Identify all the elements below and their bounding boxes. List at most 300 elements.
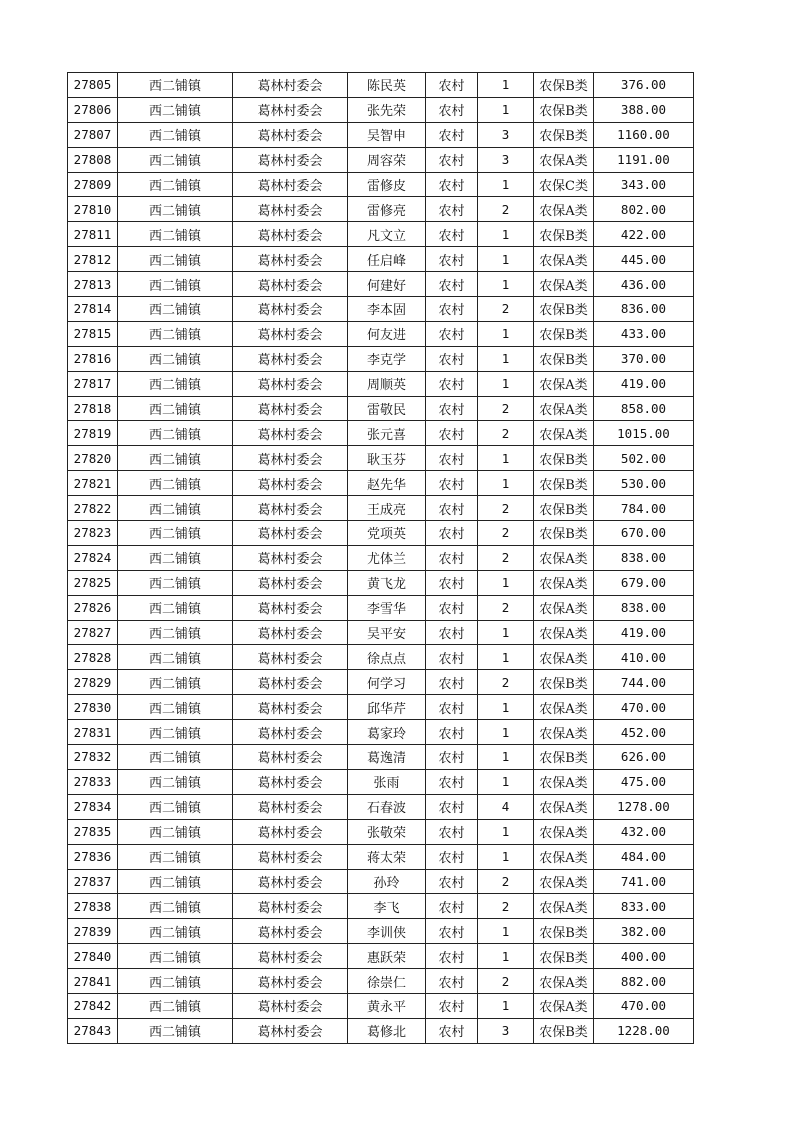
cell-town: 西二铺镇 (118, 371, 233, 396)
cell-household-size: 1 (478, 446, 534, 471)
cell-record-id: 27808 (68, 147, 118, 172)
cell-amount: 836.00 (594, 297, 694, 322)
table-row (68, 73, 694, 98)
cell-amount: 382.00 (594, 919, 694, 944)
cell-area-type: 农村 (426, 969, 478, 994)
cell-amount: 838.00 (594, 545, 694, 570)
cell-area-type: 农村 (426, 172, 478, 197)
cell-town: 西二铺镇 (118, 396, 233, 421)
cell-insurance-category: 农保B类 (534, 346, 594, 371)
cell-area-type: 农村 (426, 396, 478, 421)
cell-amount: 502.00 (594, 446, 694, 471)
cell-amount: 343.00 (594, 172, 694, 197)
table-row (68, 471, 694, 496)
cell-town: 西二铺镇 (118, 595, 233, 620)
table-row (68, 197, 694, 222)
cell-insurance-category: 农保B类 (534, 97, 594, 122)
cell-village-committee: 葛林村委会 (233, 396, 348, 421)
cell-village-committee: 葛林村委会 (233, 595, 348, 620)
cell-village-committee: 葛林村委会 (233, 1018, 348, 1043)
cell-household-size: 2 (478, 396, 534, 421)
cell-amount: 470.00 (594, 695, 694, 720)
cell-record-id: 27809 (68, 172, 118, 197)
cell-record-id: 27839 (68, 919, 118, 944)
cell-person-name: 葛修北 (348, 1018, 426, 1043)
cell-village-committee: 葛林村委会 (233, 794, 348, 819)
cell-town: 西二铺镇 (118, 122, 233, 147)
cell-village-committee: 葛林村委会 (233, 844, 348, 869)
cell-insurance-category: 农保A类 (534, 197, 594, 222)
cell-insurance-category: 农保A类 (534, 371, 594, 396)
cell-person-name: 雷敬民 (348, 396, 426, 421)
cell-village-committee: 葛林村委会 (233, 147, 348, 172)
cell-village-committee: 葛林村委会 (233, 73, 348, 98)
cell-area-type: 农村 (426, 247, 478, 272)
cell-town: 西二铺镇 (118, 297, 233, 322)
cell-amount: 1228.00 (594, 1018, 694, 1043)
cell-village-committee: 葛林村委会 (233, 695, 348, 720)
cell-person-name: 耿玉芬 (348, 446, 426, 471)
cell-town: 西二铺镇 (118, 222, 233, 247)
cell-insurance-category: 农保A类 (534, 844, 594, 869)
cell-village-committee: 葛林村委会 (233, 919, 348, 944)
cell-town: 西二铺镇 (118, 73, 233, 98)
cell-village-committee: 葛林村委会 (233, 545, 348, 570)
cell-record-id: 27818 (68, 396, 118, 421)
table-row (68, 346, 694, 371)
cell-record-id: 27826 (68, 595, 118, 620)
cell-person-name: 何学习 (348, 670, 426, 695)
cell-village-committee: 葛林村委会 (233, 570, 348, 595)
cell-village-committee: 葛林村委会 (233, 745, 348, 770)
cell-village-committee: 葛林村委会 (233, 819, 348, 844)
cell-insurance-category: 农保B类 (534, 471, 594, 496)
cell-area-type: 农村 (426, 471, 478, 496)
cell-amount: 744.00 (594, 670, 694, 695)
cell-area-type: 农村 (426, 97, 478, 122)
cell-household-size: 2 (478, 670, 534, 695)
cell-village-committee: 葛林村委会 (233, 122, 348, 147)
cell-household-size: 1 (478, 620, 534, 645)
cell-town: 西二铺镇 (118, 545, 233, 570)
cell-area-type: 农村 (426, 197, 478, 222)
cell-record-id: 27812 (68, 247, 118, 272)
cell-household-size: 1 (478, 993, 534, 1018)
cell-village-committee: 葛林村委会 (233, 521, 348, 546)
cell-area-type: 农村 (426, 670, 478, 695)
cell-area-type: 农村 (426, 521, 478, 546)
cell-village-committee: 葛林村委会 (233, 297, 348, 322)
cell-person-name: 李雪华 (348, 595, 426, 620)
cell-person-name: 李飞 (348, 894, 426, 919)
cell-town: 西二铺镇 (118, 620, 233, 645)
cell-area-type: 农村 (426, 894, 478, 919)
cell-insurance-category: 农保B类 (534, 73, 594, 98)
cell-household-size: 1 (478, 346, 534, 371)
cell-household-size: 1 (478, 769, 534, 794)
cell-village-committee: 葛林村委会 (233, 670, 348, 695)
cell-person-name: 党项英 (348, 521, 426, 546)
cell-village-committee: 葛林村委会 (233, 471, 348, 496)
cell-amount: 433.00 (594, 321, 694, 346)
cell-area-type: 农村 (426, 595, 478, 620)
cell-area-type: 农村 (426, 919, 478, 944)
cell-household-size: 3 (478, 122, 534, 147)
cell-insurance-category: 农保A类 (534, 545, 594, 570)
cell-village-committee: 葛林村委会 (233, 272, 348, 297)
cell-insurance-category: 农保A类 (534, 645, 594, 670)
cell-insurance-category: 农保B类 (534, 919, 594, 944)
cell-record-id: 27831 (68, 720, 118, 745)
cell-village-committee: 葛林村委会 (233, 222, 348, 247)
cell-area-type: 农村 (426, 769, 478, 794)
cell-person-name: 何友进 (348, 321, 426, 346)
cell-town: 西二铺镇 (118, 172, 233, 197)
cell-amount: 838.00 (594, 595, 694, 620)
cell-town: 西二铺镇 (118, 695, 233, 720)
cell-household-size: 2 (478, 894, 534, 919)
cell-record-id: 27810 (68, 197, 118, 222)
cell-town: 西二铺镇 (118, 794, 233, 819)
cell-insurance-category: 农保A类 (534, 595, 594, 620)
cell-insurance-category: 农保A类 (534, 570, 594, 595)
cell-record-id: 27811 (68, 222, 118, 247)
cell-area-type: 农村 (426, 272, 478, 297)
cell-household-size: 1 (478, 371, 534, 396)
cell-town: 西二铺镇 (118, 471, 233, 496)
cell-record-id: 27829 (68, 670, 118, 695)
cell-amount: 452.00 (594, 720, 694, 745)
cell-village-committee: 葛林村委会 (233, 869, 348, 894)
cell-household-size: 2 (478, 197, 534, 222)
cell-town: 西二铺镇 (118, 894, 233, 919)
cell-person-name: 吴平安 (348, 620, 426, 645)
table-row (68, 819, 694, 844)
cell-record-id: 27836 (68, 844, 118, 869)
cell-town: 西二铺镇 (118, 670, 233, 695)
table-row (68, 396, 694, 421)
cell-person-name: 张雨 (348, 769, 426, 794)
table-row (68, 944, 694, 969)
cell-person-name: 惠跃荣 (348, 944, 426, 969)
cell-insurance-category: 农保A类 (534, 421, 594, 446)
cell-household-size: 2 (478, 496, 534, 521)
cell-insurance-category: 农保A类 (534, 894, 594, 919)
cell-amount: 858.00 (594, 396, 694, 421)
cell-village-committee: 葛林村委会 (233, 247, 348, 272)
cell-person-name: 蒋太荣 (348, 844, 426, 869)
cell-village-committee: 葛林村委会 (233, 969, 348, 994)
table-row (68, 496, 694, 521)
cell-amount: 626.00 (594, 745, 694, 770)
cell-person-name: 黄飞龙 (348, 570, 426, 595)
cell-town: 西二铺镇 (118, 869, 233, 894)
table-row (68, 670, 694, 695)
cell-household-size: 1 (478, 944, 534, 969)
cell-record-id: 27807 (68, 122, 118, 147)
cell-amount: 432.00 (594, 819, 694, 844)
cell-person-name: 黄永平 (348, 993, 426, 1018)
cell-area-type: 农村 (426, 545, 478, 570)
cell-record-id: 27834 (68, 794, 118, 819)
cell-household-size: 1 (478, 247, 534, 272)
cell-person-name: 石春波 (348, 794, 426, 819)
cell-amount: 470.00 (594, 993, 694, 1018)
cell-person-name: 葛逸清 (348, 745, 426, 770)
cell-insurance-category: 农保C类 (534, 172, 594, 197)
cell-record-id: 27815 (68, 321, 118, 346)
cell-person-name: 赵先华 (348, 471, 426, 496)
cell-area-type: 农村 (426, 794, 478, 819)
table-row (68, 147, 694, 172)
table-body (68, 73, 694, 1044)
cell-household-size: 2 (478, 521, 534, 546)
cell-amount: 1278.00 (594, 794, 694, 819)
cell-insurance-category: 农保B类 (534, 122, 594, 147)
cell-area-type: 农村 (426, 321, 478, 346)
table-row (68, 172, 694, 197)
table-row (68, 321, 694, 346)
cell-amount: 419.00 (594, 620, 694, 645)
cell-household-size: 1 (478, 645, 534, 670)
cell-area-type: 农村 (426, 496, 478, 521)
cell-person-name: 雷修皮 (348, 172, 426, 197)
cell-amount: 802.00 (594, 197, 694, 222)
cell-insurance-category: 农保A类 (534, 620, 594, 645)
cell-town: 西二铺镇 (118, 446, 233, 471)
table-row (68, 620, 694, 645)
cell-household-size: 1 (478, 172, 534, 197)
cell-town: 西二铺镇 (118, 247, 233, 272)
cell-town: 西二铺镇 (118, 819, 233, 844)
cell-record-id: 27827 (68, 620, 118, 645)
cell-insurance-category: 农保A类 (534, 993, 594, 1018)
cell-insurance-category: 农保A类 (534, 247, 594, 272)
cell-amount: 400.00 (594, 944, 694, 969)
cell-area-type: 农村 (426, 147, 478, 172)
cell-household-size: 1 (478, 73, 534, 98)
cell-village-committee: 葛林村委会 (233, 769, 348, 794)
cell-person-name: 周容荣 (348, 147, 426, 172)
table-row (68, 993, 694, 1018)
table-row (68, 222, 694, 247)
cell-area-type: 农村 (426, 421, 478, 446)
cell-amount: 784.00 (594, 496, 694, 521)
cell-area-type: 农村 (426, 620, 478, 645)
cell-area-type: 农村 (426, 645, 478, 670)
cell-person-name: 李克学 (348, 346, 426, 371)
cell-town: 西二铺镇 (118, 197, 233, 222)
cell-person-name: 徐点点 (348, 645, 426, 670)
cell-record-id: 27806 (68, 97, 118, 122)
cell-person-name: 王成亮 (348, 496, 426, 521)
cell-household-size: 4 (478, 794, 534, 819)
cell-town: 西二铺镇 (118, 745, 233, 770)
cell-insurance-category: 农保B类 (534, 1018, 594, 1043)
cell-household-size: 1 (478, 695, 534, 720)
cell-area-type: 农村 (426, 1018, 478, 1043)
cell-person-name: 雷修亮 (348, 197, 426, 222)
cell-insurance-category: 农保B类 (534, 944, 594, 969)
table-row (68, 570, 694, 595)
table-row (68, 297, 694, 322)
cell-town: 西二铺镇 (118, 769, 233, 794)
table-row (68, 545, 694, 570)
cell-insurance-category: 农保B类 (534, 496, 594, 521)
cell-record-id: 27835 (68, 819, 118, 844)
cell-area-type: 农村 (426, 944, 478, 969)
cell-area-type: 农村 (426, 346, 478, 371)
table-row (68, 844, 694, 869)
cell-household-size: 2 (478, 869, 534, 894)
table-row (68, 869, 694, 894)
cell-town: 西二铺镇 (118, 496, 233, 521)
cell-amount: 436.00 (594, 272, 694, 297)
cell-amount: 484.00 (594, 844, 694, 869)
cell-town: 西二铺镇 (118, 944, 233, 969)
cell-village-committee: 葛林村委会 (233, 421, 348, 446)
table-row (68, 745, 694, 770)
cell-area-type: 农村 (426, 122, 478, 147)
cell-person-name: 周顺英 (348, 371, 426, 396)
cell-town: 西二铺镇 (118, 1018, 233, 1043)
cell-insurance-category: 农保A类 (534, 869, 594, 894)
cell-amount: 1191.00 (594, 147, 694, 172)
cell-person-name: 李训侠 (348, 919, 426, 944)
table-row (68, 595, 694, 620)
cell-area-type: 农村 (426, 371, 478, 396)
cell-town: 西二铺镇 (118, 844, 233, 869)
cell-household-size: 1 (478, 919, 534, 944)
cell-record-id: 27822 (68, 496, 118, 521)
cell-household-size: 1 (478, 844, 534, 869)
table-row (68, 446, 694, 471)
cell-amount: 370.00 (594, 346, 694, 371)
cell-amount: 833.00 (594, 894, 694, 919)
cell-record-id: 27840 (68, 944, 118, 969)
cell-person-name: 凡文立 (348, 222, 426, 247)
cell-insurance-category: 农保B类 (534, 670, 594, 695)
table-row (68, 247, 694, 272)
cell-amount: 741.00 (594, 869, 694, 894)
cell-amount: 475.00 (594, 769, 694, 794)
cell-household-size: 1 (478, 97, 534, 122)
cell-amount: 1160.00 (594, 122, 694, 147)
cell-village-committee: 葛林村委会 (233, 894, 348, 919)
cell-insurance-category: 农保A类 (534, 147, 594, 172)
cell-town: 西二铺镇 (118, 645, 233, 670)
cell-area-type: 农村 (426, 745, 478, 770)
cell-household-size: 1 (478, 720, 534, 745)
cell-insurance-category: 农保B类 (534, 446, 594, 471)
cell-insurance-category: 农保A类 (534, 794, 594, 819)
cell-insurance-category: 农保A类 (534, 819, 594, 844)
cell-amount: 530.00 (594, 471, 694, 496)
cell-town: 西二铺镇 (118, 321, 233, 346)
cell-area-type: 农村 (426, 720, 478, 745)
cell-person-name: 张先荣 (348, 97, 426, 122)
cell-household-size: 1 (478, 745, 534, 770)
cell-amount: 882.00 (594, 969, 694, 994)
table-row (68, 645, 694, 670)
cell-area-type: 农村 (426, 695, 478, 720)
cell-record-id: 27833 (68, 769, 118, 794)
cell-record-id: 27814 (68, 297, 118, 322)
cell-town: 西二铺镇 (118, 421, 233, 446)
cell-record-id: 27830 (68, 695, 118, 720)
cell-person-name: 尤体兰 (348, 545, 426, 570)
cell-person-name: 邱华芹 (348, 695, 426, 720)
cell-village-committee: 葛林村委会 (233, 197, 348, 222)
cell-village-committee: 葛林村委会 (233, 97, 348, 122)
cell-village-committee: 葛林村委会 (233, 993, 348, 1018)
table-row (68, 521, 694, 546)
cell-amount: 388.00 (594, 97, 694, 122)
cell-area-type: 农村 (426, 819, 478, 844)
cell-village-committee: 葛林村委会 (233, 720, 348, 745)
table-row (68, 1018, 694, 1043)
cell-amount: 419.00 (594, 371, 694, 396)
cell-area-type: 农村 (426, 993, 478, 1018)
cell-town: 西二铺镇 (118, 97, 233, 122)
cell-amount: 1015.00 (594, 421, 694, 446)
table-row (68, 919, 694, 944)
cell-record-id: 27837 (68, 869, 118, 894)
allowance-table (67, 72, 694, 1044)
cell-village-committee: 葛林村委会 (233, 645, 348, 670)
cell-town: 西二铺镇 (118, 919, 233, 944)
cell-person-name: 孙玲 (348, 869, 426, 894)
cell-amount: 679.00 (594, 570, 694, 595)
cell-insurance-category: 农保B类 (534, 321, 594, 346)
cell-record-id: 27838 (68, 894, 118, 919)
cell-town: 西二铺镇 (118, 993, 233, 1018)
table-row (68, 769, 694, 794)
cell-household-size: 2 (478, 297, 534, 322)
cell-insurance-category: 农保B类 (534, 297, 594, 322)
cell-person-name: 李本固 (348, 297, 426, 322)
cell-person-name: 任启峰 (348, 247, 426, 272)
cell-town: 西二铺镇 (118, 570, 233, 595)
cell-record-id: 27813 (68, 272, 118, 297)
cell-amount: 410.00 (594, 645, 694, 670)
cell-town: 西二铺镇 (118, 521, 233, 546)
cell-amount: 376.00 (594, 73, 694, 98)
cell-insurance-category: 农保A类 (534, 720, 594, 745)
cell-household-size: 1 (478, 471, 534, 496)
cell-household-size: 1 (478, 222, 534, 247)
cell-area-type: 农村 (426, 844, 478, 869)
cell-town: 西二铺镇 (118, 720, 233, 745)
cell-town: 西二铺镇 (118, 969, 233, 994)
table-row (68, 122, 694, 147)
cell-village-committee: 葛林村委会 (233, 321, 348, 346)
cell-amount: 445.00 (594, 247, 694, 272)
cell-record-id: 27805 (68, 73, 118, 98)
cell-person-name: 徐崇仁 (348, 969, 426, 994)
cell-household-size: 2 (478, 421, 534, 446)
cell-village-committee: 葛林村委会 (233, 496, 348, 521)
cell-person-name: 吴智申 (348, 122, 426, 147)
table-row (68, 969, 694, 994)
table-row (68, 894, 694, 919)
cell-area-type: 农村 (426, 446, 478, 471)
cell-household-size: 1 (478, 819, 534, 844)
cell-village-committee: 葛林村委会 (233, 944, 348, 969)
cell-insurance-category: 农保A类 (534, 396, 594, 421)
table-row (68, 695, 694, 720)
cell-record-id: 27819 (68, 421, 118, 446)
